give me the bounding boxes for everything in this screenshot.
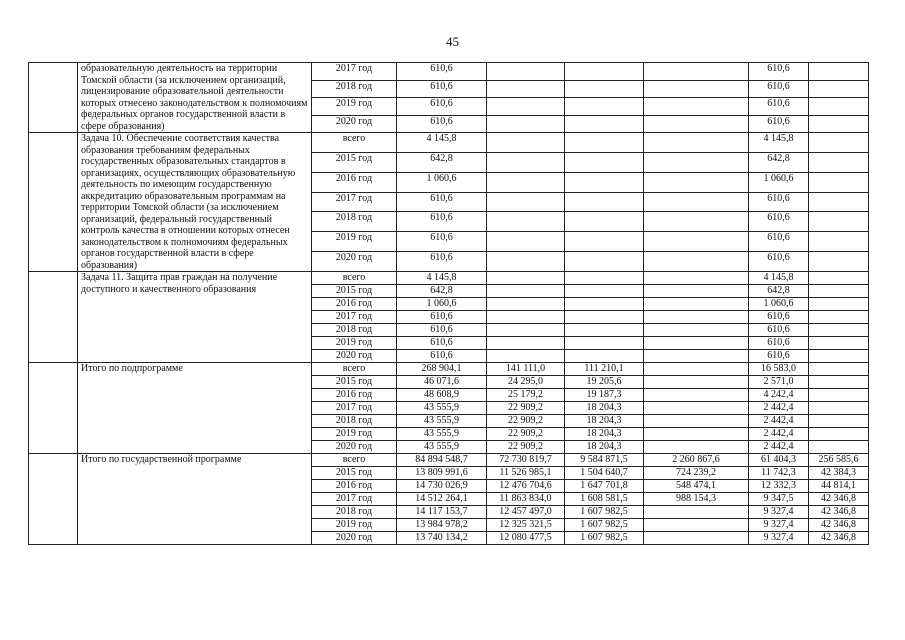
- value-cell: 1 060,6: [749, 172, 809, 192]
- value-cell: [565, 212, 644, 232]
- value-cell: [565, 192, 644, 212]
- value-cell: 2 442,4: [749, 441, 809, 454]
- value-cell: [644, 63, 749, 81]
- value-cell: 642,8: [397, 152, 487, 172]
- value-cell: [487, 232, 565, 252]
- value-cell: [487, 63, 565, 81]
- value-cell: [487, 311, 565, 324]
- value-cell: 43 555,9: [397, 428, 487, 441]
- row-number-cell: [29, 63, 78, 133]
- value-cell: 18 204,3: [565, 441, 644, 454]
- year-cell: 2017 год: [312, 311, 397, 324]
- value-cell: [809, 133, 869, 153]
- value-cell: 2 442,4: [749, 415, 809, 428]
- year-cell: 2016 год: [312, 298, 397, 311]
- value-cell: [565, 133, 644, 153]
- value-cell: [487, 80, 565, 98]
- value-cell: [809, 363, 869, 376]
- value-cell: [644, 402, 749, 415]
- value-cell: [809, 285, 869, 298]
- value-cell: 610,6: [749, 212, 809, 232]
- value-cell: [644, 80, 749, 98]
- value-cell: 42 384,3: [809, 467, 869, 480]
- value-cell: 1 607 982,5: [565, 506, 644, 519]
- value-cell: [487, 272, 565, 285]
- value-cell: 22 909,2: [487, 441, 565, 454]
- value-cell: [565, 252, 644, 272]
- value-cell: [644, 350, 749, 363]
- value-cell: [644, 133, 749, 153]
- value-cell: 9 347,5: [749, 493, 809, 506]
- value-cell: 4 145,8: [749, 133, 809, 153]
- value-cell: 12 457 497,0: [487, 506, 565, 519]
- value-cell: [644, 324, 749, 337]
- value-cell: 268 904,1: [397, 363, 487, 376]
- value-cell: [809, 80, 869, 98]
- value-cell: 610,6: [397, 252, 487, 272]
- value-cell: [644, 98, 749, 116]
- year-cell: всего: [312, 133, 397, 153]
- value-cell: 642,8: [749, 152, 809, 172]
- value-cell: 13 809 991,6: [397, 467, 487, 480]
- value-cell: 43 555,9: [397, 402, 487, 415]
- value-cell: 610,6: [397, 63, 487, 81]
- row-number-cell: [29, 363, 78, 454]
- value-cell: 42 346,8: [809, 532, 869, 545]
- value-cell: 1 607 982,5: [565, 532, 644, 545]
- value-cell: [809, 376, 869, 389]
- value-cell: 610,6: [749, 232, 809, 252]
- value-cell: [487, 212, 565, 232]
- value-cell: [809, 402, 869, 415]
- value-cell: 12 325 321,5: [487, 519, 565, 532]
- value-cell: 610,6: [397, 98, 487, 116]
- table-row: [29, 272, 869, 285]
- value-cell: [644, 152, 749, 172]
- value-cell: [644, 252, 749, 272]
- section-description: Задача 11. Защита прав граждан на получение доступного и качественного образования: [78, 272, 312, 363]
- year-cell: 2017 год: [312, 192, 397, 212]
- value-cell: [644, 272, 749, 285]
- value-cell: 9 327,4: [749, 532, 809, 545]
- year-cell: 2016 год: [312, 389, 397, 402]
- row-number-cell: [29, 454, 78, 545]
- value-cell: [809, 252, 869, 272]
- value-cell: [565, 80, 644, 98]
- value-cell: [565, 232, 644, 252]
- value-cell: [809, 272, 869, 285]
- value-cell: 610,6: [397, 337, 487, 350]
- value-cell: 9 584 871,5: [565, 454, 644, 467]
- value-cell: [565, 337, 644, 350]
- year-cell: всего: [312, 272, 397, 285]
- year-cell: 2017 год: [312, 63, 397, 81]
- value-cell: 9 327,4: [749, 519, 809, 532]
- value-cell: 9 327,4: [749, 506, 809, 519]
- value-cell: 19 205,6: [565, 376, 644, 389]
- value-cell: 19 187,3: [565, 389, 644, 402]
- value-cell: 2 571,0: [749, 376, 809, 389]
- value-cell: [487, 337, 565, 350]
- section-description: Итого по подпрограмме: [78, 363, 312, 454]
- value-cell: 548 474,1: [644, 480, 749, 493]
- value-cell: [644, 232, 749, 252]
- value-cell: 11 742,3: [749, 467, 809, 480]
- value-cell: [565, 324, 644, 337]
- value-cell: 16 583,0: [749, 363, 809, 376]
- value-cell: 610,6: [397, 115, 487, 133]
- value-cell: 610,6: [749, 63, 809, 81]
- value-cell: [644, 519, 749, 532]
- value-cell: 14 512 264,1: [397, 493, 487, 506]
- value-cell: 42 346,8: [809, 493, 869, 506]
- value-cell: [809, 212, 869, 232]
- value-cell: 84 894 548,7: [397, 454, 487, 467]
- value-cell: [565, 311, 644, 324]
- section-description: Задача 10. Обеспечение соответствия качества образования требованиям федеральных государственных образовательных стандартов в организациях, осуществляющих образовательную деятельность по имеющим государственную аккредитацию образовательным программам на территории Томской области (за исключением организаций, федеральный государственный контроль качества в отношении которых отнесен законодательством к полномочиям федеральных органов государственной власти в сфере образования): [78, 133, 312, 272]
- value-cell: 12 080 477,5: [487, 532, 565, 545]
- table-row: [29, 454, 869, 467]
- value-cell: 610,6: [397, 212, 487, 232]
- value-cell: [487, 285, 565, 298]
- value-cell: 610,6: [397, 192, 487, 212]
- value-cell: [809, 98, 869, 116]
- value-cell: [487, 98, 565, 116]
- value-cell: 610,6: [749, 98, 809, 116]
- value-cell: 2 260 867,6: [644, 454, 749, 467]
- value-cell: 610,6: [397, 80, 487, 98]
- value-cell: [644, 115, 749, 133]
- value-cell: 724 239,2: [644, 467, 749, 480]
- value-cell: [565, 272, 644, 285]
- value-cell: 18 204,3: [565, 415, 644, 428]
- value-cell: [809, 428, 869, 441]
- value-cell: [809, 389, 869, 402]
- section-description: образовательную деятельность на территории Томской области (за исключением организаций, лицензирование образовательной деятельности которых отнесено законодательством к полномочиям федеральных органов государственной власти в сфере образования): [78, 63, 312, 133]
- value-cell: 2 442,4: [749, 428, 809, 441]
- value-cell: 1 504 640,7: [565, 467, 644, 480]
- value-cell: [809, 63, 869, 81]
- value-cell: 48 608,9: [397, 389, 487, 402]
- value-cell: [809, 298, 869, 311]
- value-cell: [809, 415, 869, 428]
- value-cell: [644, 212, 749, 232]
- value-cell: 18 204,3: [565, 402, 644, 415]
- table-row: [29, 63, 869, 81]
- value-cell: 25 179,2: [487, 389, 565, 402]
- year-cell: 2019 год: [312, 337, 397, 350]
- value-cell: [565, 350, 644, 363]
- year-cell: 2020 год: [312, 350, 397, 363]
- page-number: 45: [446, 34, 459, 49]
- year-cell: 2018 год: [312, 415, 397, 428]
- year-cell: всего: [312, 363, 397, 376]
- year-cell: 2019 год: [312, 98, 397, 116]
- value-cell: [644, 172, 749, 192]
- year-cell: всего: [312, 454, 397, 467]
- value-cell: 1 608 581,5: [565, 493, 644, 506]
- year-cell: 2018 год: [312, 212, 397, 232]
- value-cell: 4 242,4: [749, 389, 809, 402]
- value-cell: 610,6: [749, 337, 809, 350]
- value-cell: [809, 324, 869, 337]
- value-cell: [809, 350, 869, 363]
- value-cell: [809, 441, 869, 454]
- value-cell: 22 909,2: [487, 428, 565, 441]
- table-row: [29, 363, 869, 376]
- value-cell: 642,8: [749, 285, 809, 298]
- value-cell: [644, 363, 749, 376]
- year-cell: 2019 год: [312, 232, 397, 252]
- value-cell: 1 647 701,8: [565, 480, 644, 493]
- year-cell: 2015 год: [312, 152, 397, 172]
- year-cell: 2020 год: [312, 115, 397, 133]
- value-cell: [644, 298, 749, 311]
- value-cell: 610,6: [749, 350, 809, 363]
- value-cell: [565, 152, 644, 172]
- value-cell: 14 730 026,9: [397, 480, 487, 493]
- row-number-cell: [29, 133, 78, 272]
- value-cell: 72 730 819,7: [487, 454, 565, 467]
- value-cell: [487, 133, 565, 153]
- value-cell: 610,6: [397, 324, 487, 337]
- year-cell: 2020 год: [312, 532, 397, 545]
- value-cell: 4 145,8: [397, 133, 487, 153]
- value-cell: [565, 98, 644, 116]
- value-cell: [809, 337, 869, 350]
- value-cell: [565, 172, 644, 192]
- value-cell: 11 526 985,1: [487, 467, 565, 480]
- value-cell: 12 476 704,6: [487, 480, 565, 493]
- value-cell: [809, 152, 869, 172]
- value-cell: [644, 428, 749, 441]
- value-cell: [809, 115, 869, 133]
- year-cell: 2017 год: [312, 402, 397, 415]
- row-number-cell: [29, 272, 78, 363]
- value-cell: [487, 298, 565, 311]
- value-cell: 4 145,8: [397, 272, 487, 285]
- value-cell: [565, 115, 644, 133]
- value-cell: 61 404,3: [749, 454, 809, 467]
- value-cell: 13 740 134,2: [397, 532, 487, 545]
- value-cell: 44 814,1: [809, 480, 869, 493]
- value-cell: [565, 298, 644, 311]
- year-cell: 2019 год: [312, 428, 397, 441]
- value-cell: 46 071,6: [397, 376, 487, 389]
- value-cell: 14 117 153,7: [397, 506, 487, 519]
- value-cell: 610,6: [749, 115, 809, 133]
- year-cell: 2017 год: [312, 493, 397, 506]
- value-cell: 2 442,4: [749, 402, 809, 415]
- year-cell: 2015 год: [312, 285, 397, 298]
- value-cell: 1 060,6: [749, 298, 809, 311]
- value-cell: [809, 311, 869, 324]
- value-cell: [809, 232, 869, 252]
- value-cell: [644, 285, 749, 298]
- value-cell: [565, 285, 644, 298]
- year-cell: 2015 год: [312, 467, 397, 480]
- value-cell: 111 210,1: [565, 363, 644, 376]
- value-cell: 11 863 834,0: [487, 493, 565, 506]
- value-cell: [644, 415, 749, 428]
- value-cell: [644, 389, 749, 402]
- value-cell: [644, 506, 749, 519]
- value-cell: 610,6: [749, 311, 809, 324]
- value-cell: [644, 337, 749, 350]
- value-cell: 42 346,8: [809, 506, 869, 519]
- value-cell: [644, 192, 749, 212]
- budget-table: [28, 62, 869, 545]
- year-cell: 2018 год: [312, 324, 397, 337]
- value-cell: [487, 324, 565, 337]
- value-cell: 18 204,3: [565, 428, 644, 441]
- value-cell: 4 145,8: [749, 272, 809, 285]
- table-row: [29, 133, 869, 153]
- year-cell: 2019 год: [312, 519, 397, 532]
- value-cell: [487, 192, 565, 212]
- value-cell: [487, 350, 565, 363]
- value-cell: 1 060,6: [397, 298, 487, 311]
- value-cell: 988 154,3: [644, 493, 749, 506]
- year-cell: 2020 год: [312, 441, 397, 454]
- year-cell: 2020 год: [312, 252, 397, 272]
- value-cell: [809, 192, 869, 212]
- value-cell: 43 555,9: [397, 415, 487, 428]
- value-cell: [565, 63, 644, 81]
- value-cell: 42 346,8: [809, 519, 869, 532]
- value-cell: 610,6: [397, 232, 487, 252]
- value-cell: 1 060,6: [397, 172, 487, 192]
- year-cell: 2015 год: [312, 376, 397, 389]
- section-description: Итого по государственной программе: [78, 454, 312, 545]
- value-cell: [809, 172, 869, 192]
- value-cell: [487, 152, 565, 172]
- year-cell: 2018 год: [312, 80, 397, 98]
- value-cell: 22 909,2: [487, 415, 565, 428]
- value-cell: [644, 311, 749, 324]
- value-cell: 24 295,0: [487, 376, 565, 389]
- value-cell: 610,6: [397, 311, 487, 324]
- value-cell: 610,6: [749, 252, 809, 272]
- year-cell: 2018 год: [312, 506, 397, 519]
- value-cell: 43 555,9: [397, 441, 487, 454]
- value-cell: 610,6: [397, 350, 487, 363]
- value-cell: [487, 252, 565, 272]
- value-cell: 642,8: [397, 285, 487, 298]
- value-cell: 22 909,2: [487, 402, 565, 415]
- value-cell: [644, 532, 749, 545]
- year-cell: 2016 год: [312, 480, 397, 493]
- year-cell: 2016 год: [312, 172, 397, 192]
- value-cell: [644, 441, 749, 454]
- value-cell: [487, 172, 565, 192]
- value-cell: 1 607 982,5: [565, 519, 644, 532]
- value-cell: 610,6: [749, 192, 809, 212]
- value-cell: 610,6: [749, 324, 809, 337]
- value-cell: 13 984 978,2: [397, 519, 487, 532]
- value-cell: [644, 376, 749, 389]
- value-cell: 141 111,0: [487, 363, 565, 376]
- value-cell: 12 332,3: [749, 480, 809, 493]
- value-cell: 610,6: [749, 80, 809, 98]
- value-cell: [487, 115, 565, 133]
- value-cell: 256 585,6: [809, 454, 869, 467]
